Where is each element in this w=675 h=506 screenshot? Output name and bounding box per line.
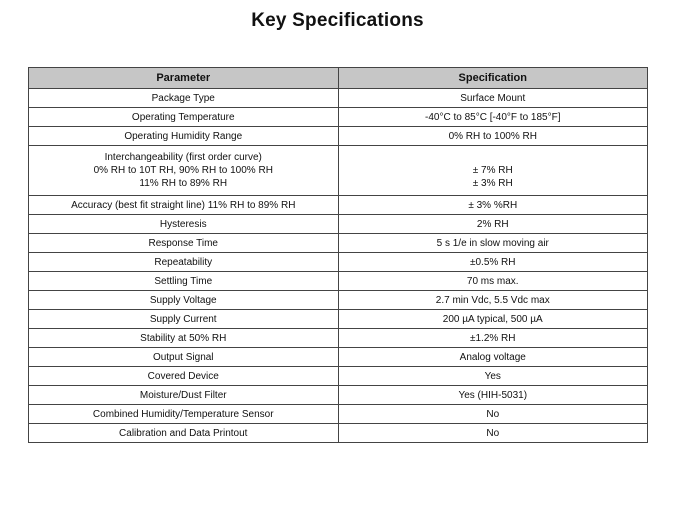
parameter-cell: Supply Current xyxy=(29,310,339,329)
specification-cell: ±0.5% RH xyxy=(338,253,648,272)
specification-cell: Analog voltage xyxy=(338,348,648,367)
column-header-parameter: Parameter xyxy=(29,68,339,89)
parameter-cell: Accuracy (best fit straight line) 11% RH to 89% RH xyxy=(29,196,339,215)
table-row xyxy=(29,272,648,291)
parameter-cell: Output Signal xyxy=(29,348,339,367)
parameter-cell: Moisture/Dust Filter xyxy=(29,386,339,405)
specification-cell: No xyxy=(338,424,648,443)
table-row xyxy=(29,424,648,443)
parameter-cell: Calibration and Data Printout xyxy=(29,424,339,443)
specification-cell: Surface Mount xyxy=(338,89,648,108)
parameter-cell: Stability at 50% RH xyxy=(29,329,339,348)
table-row xyxy=(29,108,648,127)
specification-cell: 2.7 min Vdc, 5.5 Vdc max xyxy=(338,291,648,310)
table-row xyxy=(29,329,648,348)
specification-cell: ±1.2% RH xyxy=(338,329,648,348)
table-row xyxy=(29,127,648,146)
table-row xyxy=(29,367,648,386)
specification-cell xyxy=(338,146,648,196)
table-row xyxy=(29,386,648,405)
parameter-cell xyxy=(29,146,339,196)
specification-cell: 200 µA typical, 500 µA xyxy=(338,310,648,329)
parameter-cell: Covered Device xyxy=(29,367,339,386)
table-row xyxy=(29,253,648,272)
parameter-line: Interchangeability (first order curve) xyxy=(104,152,262,163)
column-header-specification: Specification xyxy=(338,68,648,89)
parameter-cell: Repeatability xyxy=(29,253,339,272)
table-row xyxy=(29,291,648,310)
specification-cell: -40°C to 85°C [-40°F to 185°F] xyxy=(338,108,648,127)
specification-cell: ± 3% %RH xyxy=(338,196,648,215)
specification-line: ± 3% RH xyxy=(472,178,513,189)
table-row xyxy=(29,405,648,424)
specification-cell: 5 s 1/e in slow moving air xyxy=(338,234,648,253)
specification-cell: 0% RH to 100% RH xyxy=(338,127,648,146)
specification-cell: Yes xyxy=(338,367,648,386)
parameter-cell: Operating Temperature xyxy=(29,108,339,127)
specification-cell: No xyxy=(338,405,648,424)
parameter-cell: Supply Voltage xyxy=(29,291,339,310)
table-row xyxy=(29,234,648,253)
table-row xyxy=(29,196,648,215)
specification-cell: 2% RH xyxy=(338,215,648,234)
table-row xyxy=(29,348,648,367)
specification-line: ± 7% RH xyxy=(472,165,513,176)
table-row xyxy=(29,310,648,329)
specification-cell: 70 ms max. xyxy=(338,272,648,291)
parameter-cell: Hysteresis xyxy=(29,215,339,234)
specifications-table xyxy=(28,67,648,443)
parameter-line: 0% RH to 10T RH, 90% RH to 100% RH xyxy=(93,165,273,176)
specification-cell: Yes (HIH-5031) xyxy=(338,386,648,405)
parameter-cell: Package Type xyxy=(29,89,339,108)
parameter-cell: Operating Humidity Range xyxy=(29,127,339,146)
table-row xyxy=(29,215,648,234)
table-row xyxy=(29,146,648,196)
parameter-cell: Settling Time xyxy=(29,272,339,291)
parameter-line: 11% RH to 89% RH xyxy=(139,178,228,189)
parameter-cell: Response Time xyxy=(29,234,339,253)
table-row xyxy=(29,89,648,108)
parameter-cell: Combined Humidity/Temperature Sensor xyxy=(29,405,339,424)
page-title: Key Specifications xyxy=(251,10,424,31)
table-header-row xyxy=(29,68,648,89)
